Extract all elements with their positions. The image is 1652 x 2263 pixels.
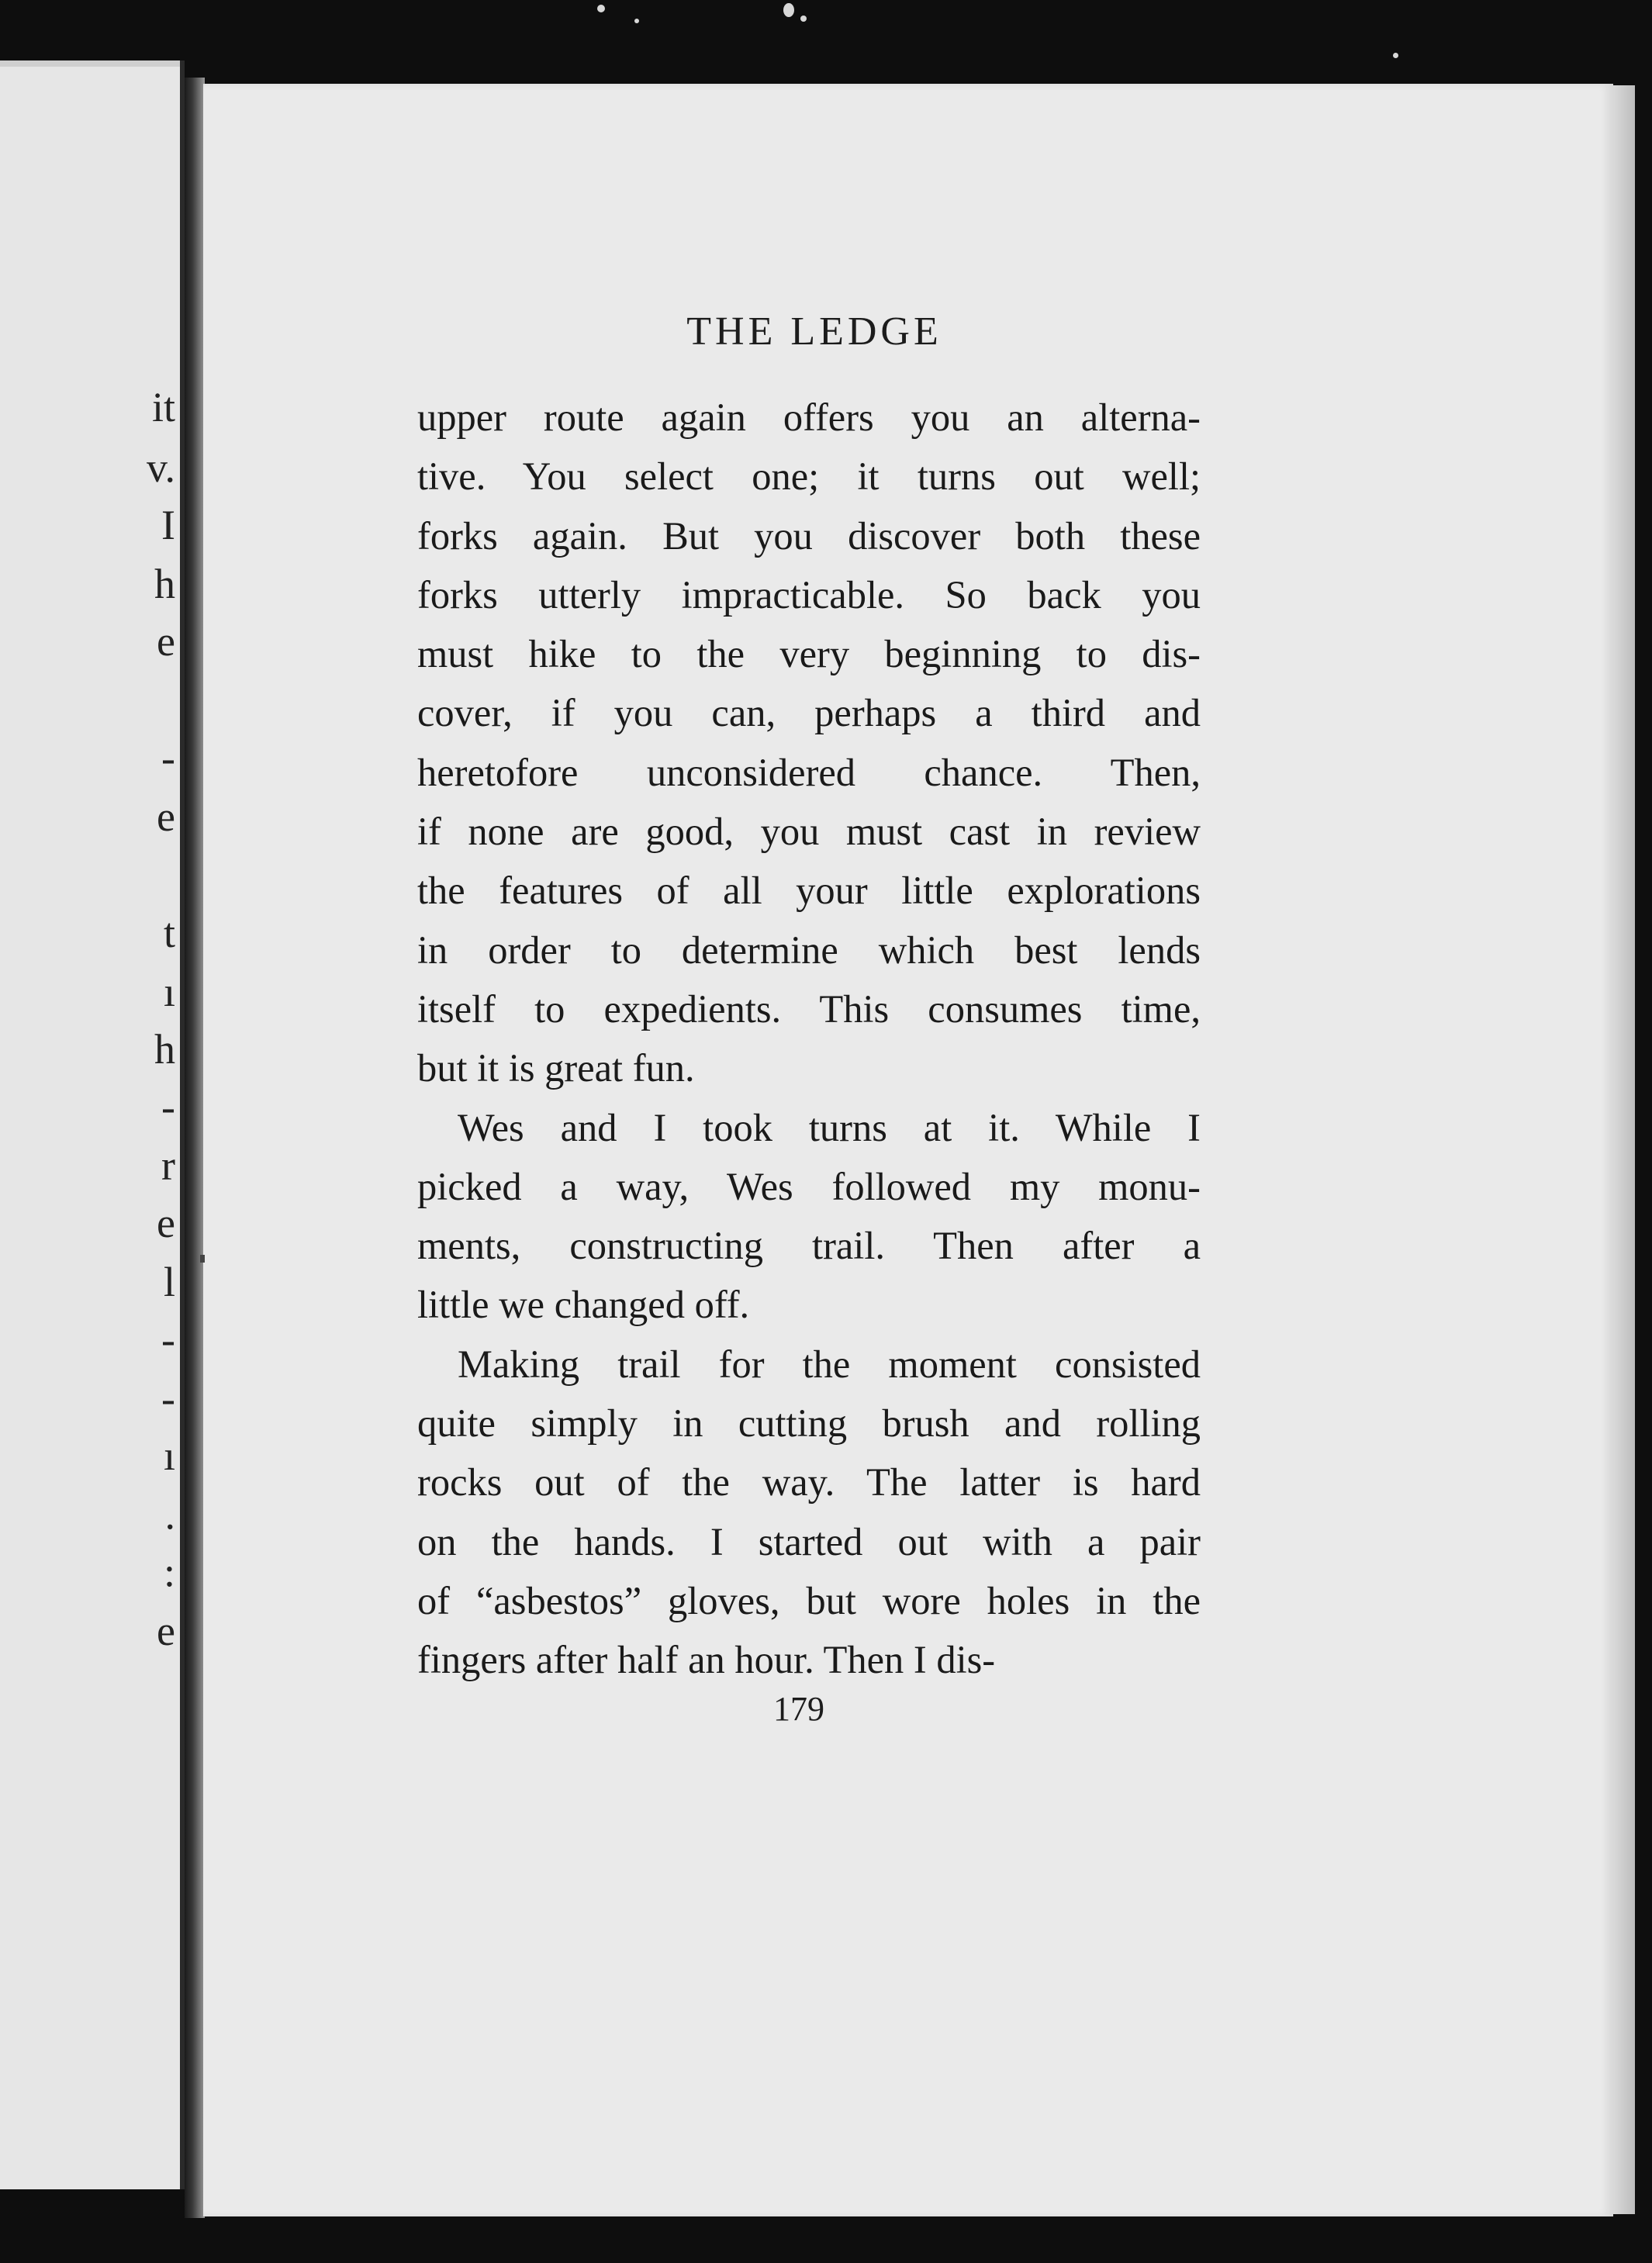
text-line: picked a way, Wes followed my monu- [417,1164,1201,1208]
text-line: forks again. But you discover both these [417,513,1201,558]
text-line: must hike to the very beginning to dis- [417,632,1201,676]
facing-page-fragment: r [161,1142,175,1189]
facing-page-fragment: ı [163,969,175,1015]
facing-page-fragment: I [161,502,175,548]
paragraph [417,388,1201,1098]
facing-page-fragment: e [157,618,175,665]
text-line: Making trail for the moment consisted [458,1342,1201,1386]
text-line: quite simply in cutting brush and rolling [417,1401,1201,1446]
facing-page [0,60,185,2189]
facing-page-top-edge [0,60,180,67]
text-line: rocks out of the way. The latter is hard [417,1460,1201,1505]
facing-page-fragment: . [164,1491,175,1538]
text-line: itself to expedients. This consumes time, [417,986,1201,1031]
paragraph [417,1098,1201,1335]
book-gutter [185,78,205,2218]
facing-page-fragment: e [157,1608,175,1654]
text-line: forks utterly impracticable. So back you [417,572,1201,617]
running-head: THE LEDGE [686,309,942,354]
facing-page-fragment: - [161,1375,175,1422]
text-line: tive. You select one; it turns out well; [417,454,1201,499]
text-line: upper route again offers you an alterna- [417,396,1201,439]
text-line: of “asbestos” gloves, but wore holes in the [417,1578,1201,1622]
paragraph [417,1335,1201,1690]
facing-page-fragment: : [163,1549,175,1595]
scan-speck [597,5,605,12]
text-line: if none are good, you must cast in review [417,810,1201,854]
page-number: 179 [773,1690,824,1728]
facing-page-fragment: h [154,561,175,607]
facing-page-fragment: - [161,734,175,781]
text-line: but it is great fun. [417,1046,695,1090]
text-line: on the hands. I started out with a pair [417,1519,1201,1563]
text-line: the features of all your little explorations [417,869,1201,913]
facing-page-fragment: e [157,1200,175,1246]
facing-page-fragment: e [157,793,175,840]
text-line: little we changed off. [417,1283,750,1327]
margin-mark [200,1255,205,1263]
text-line: fingers after half an hour. Then I dis- [417,1638,996,1682]
facing-page-fragment: h [154,1026,175,1073]
facing-page-fragment: - [161,1083,175,1130]
scan-speck [783,3,794,17]
text-line: Wes and I took turns at it. While I [458,1105,1201,1149]
scan-speck [1393,53,1398,58]
scan-speck [634,19,639,23]
text-line: heretofore unconsidered chance. Then, [417,750,1201,794]
facing-page-fragment: t [163,910,175,956]
body-text [417,388,1201,1690]
page-fore-edge [1613,85,1635,2214]
text-line: in order to determine which best lends [417,928,1201,972]
scan-speck [800,16,807,22]
facing-page-fragment: l [163,1259,175,1305]
facing-page-fragment: - [161,1316,175,1363]
text-line: ments, constructing trail. Then after a [417,1224,1201,1268]
text-line: cover, if you can, perhaps a third and [417,691,1201,735]
facing-page-fragment: it [151,384,175,430]
facing-page-fragment: ı [163,1432,175,1479]
facing-page-fragment: v. [147,444,175,491]
